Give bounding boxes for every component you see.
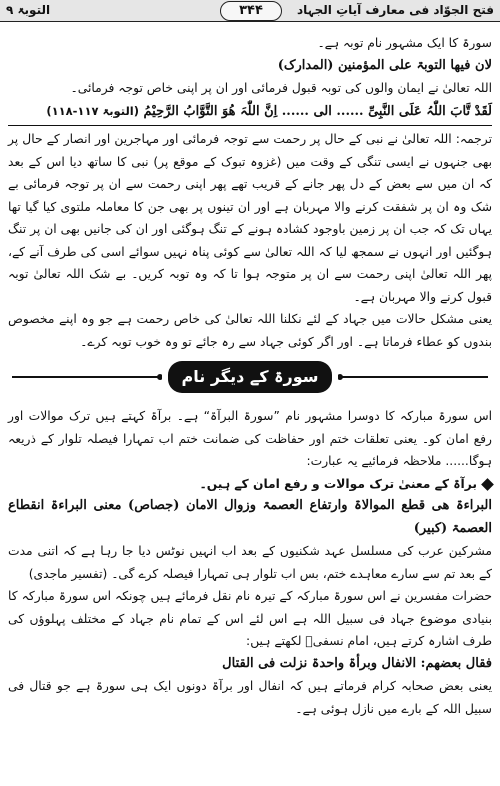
page-body (8, 32, 492, 780)
section-title: سورۃ کے دیگر نام (168, 361, 332, 393)
surah-label: التوبۃ ۹ (6, 3, 51, 17)
bullet-item (8, 473, 492, 496)
ayah-text: لَقَدْ تَّابَ اللّٰہُ عَلَی النَّبِیِّ ...... الی ...... اِنَّ اللّٰہَ ھُوَ التَّوَّابُ الرَّحِیْمُ (143, 103, 492, 119)
ornament-right-icon (338, 373, 488, 381)
paragraph-translation: ترجمہ: اللہ تعالیٰ نے نبی کے حال پر رحمت سے توجہ فرمائی اور مہاجرین اور انصار کے حال پر بھی جنہوں نے ایسی تنگی کے وقت میں (غزوہ تبوک کے موقع پر) نبی کا ساتھ دیا اس کے بعد کہ ان میں سے بعض کے دل پھر جانے کے قریب تھے پھر اپنی رحمت سے ان پر توجہ فرمائی بے شک وہ ان پر شفقت کرنے والا مہربان ہے اور ان تینوں پر بھی جن کا معاملہ ملتوی کیا گیا تھا یہاں تک کہ جب ان پر زمین باوجود کشادہ ہونے کے تنگ ہوگئی اور ان کی جانیں بھی ان پر تنگ ہوگئیں اور انہوں نے سمجھ لیا کہ اللہ تعالیٰ سے کوئی پناہ نہیں سوائے اسی کی طرف آنے کے، پھر اللہ تعالیٰ اپنی رحمت سے ان پر متوجہ ہوا تا کہ وہ توبہ کریں۔ بے شک اللہ تعالیٰ توبہ قبول کرنے والا مہربان ہے۔ (8, 132, 492, 304)
paragraph-baraah: اس سورۃ مبارکہ کا دوسرا مشہور نام ”سورۃ البرآۃ“ ہے۔ برآۃ کہتے ہیں ترک موالات اور رفع امان کو۔ یعنی تعلقات ختم اور حفاظت کی ضمانت ختم اب تمہارا فیصلہ تلوار کے ذریعہ ہوگا...... ملاحظہ فرمائیے یہ عبارت: (8, 409, 492, 468)
book-title: فتح الجوّاد فی معارف آیاتِ الجہاد (296, 3, 494, 17)
paragraph-surah-name: سورۃ کا ایک مشہور نام توبہ ہے۔ (317, 36, 492, 50)
arabic-quote-madarik: لان فیھا التوبۃ علی المؤمنین (المدارک) (277, 57, 492, 73)
arabic-quote-nasafi: فقال بعضھم: الانفال وبرأۃ واحدۃ نزلت فی القتال (222, 655, 492, 671)
paragraph-explanation: اللہ تعالیٰ نے ایمان والوں کی توبہ قبول فرمائی اور ان پر اپنی خاص توجہ فرمائی۔ (70, 81, 492, 95)
ayah-reference: (التوبۃ ۱۱۷-۱۱۸) (46, 103, 139, 118)
page-header (0, 0, 500, 22)
quran-ayah (8, 100, 492, 127)
paragraph-commentary: یعنی مشکل حالات میں جہاد کے لئے نکلنا اللہ تعالیٰ کی خاص رحمت ہے جو وہ اپنے مخصوص بندوں کو عطاء فرماتا ہے۔ اور اگر کوئی جہاد سے رہ جائے تو وہ خوب توبہ کرے۔ (8, 312, 492, 349)
paragraph-anfal: یعنی بعض صحابہ کرام فرماتے ہیں کہ انفال اور برآۃ دونوں ایک ہی سورۃ ہے جو قتال فی سبیل اللہ کے بارے میں نازل ہوئی ہے۔ (8, 679, 492, 716)
paragraph-majidi: مشرکین عرب کی مسلسل عہد شکنیوں کے بعد اب انہیں نوٹس دیا جا رہا ہے کہ اتنی مدت کے بعد تم سے سارے معاہدے ختم، بس اب تلوار ہی تمہارا فیصلہ کرے گی۔ (تفسیر ماجدی) (8, 544, 492, 581)
diamond-bullet-icon (481, 478, 494, 491)
section-heading (8, 355, 492, 401)
page-number: ۳۴۴ (220, 1, 282, 21)
paragraph-mufassirin: حضرات مفسرین نے اس سورۃ مبارکہ کے تیرہ نام نقل فرمائے ہیں چونکہ اس سورۃ مبارکہ کا بنیادی موضوع جہاد فی سبیل اللہ ہے اس لئے اس کے تمام نام جہاد کے مختلف پہلوؤں کی طرف اشارہ کرتے ہیں، امام نسفیؒ لکھتے ہیں: (8, 589, 492, 648)
bullet-text: برآۃ کے معنیٰ ترک موالات و رفع امان کے ہیں۔ (199, 476, 477, 491)
arabic-quote-jassas: البراءۃ ھی قطع الموالاۃ وارتفاع العصمۃ وزوال الامان (جصاص) معنی البراءۃ انقطاع العصمۃ (کبیر) (8, 498, 492, 536)
ornament-left-icon (12, 373, 162, 381)
